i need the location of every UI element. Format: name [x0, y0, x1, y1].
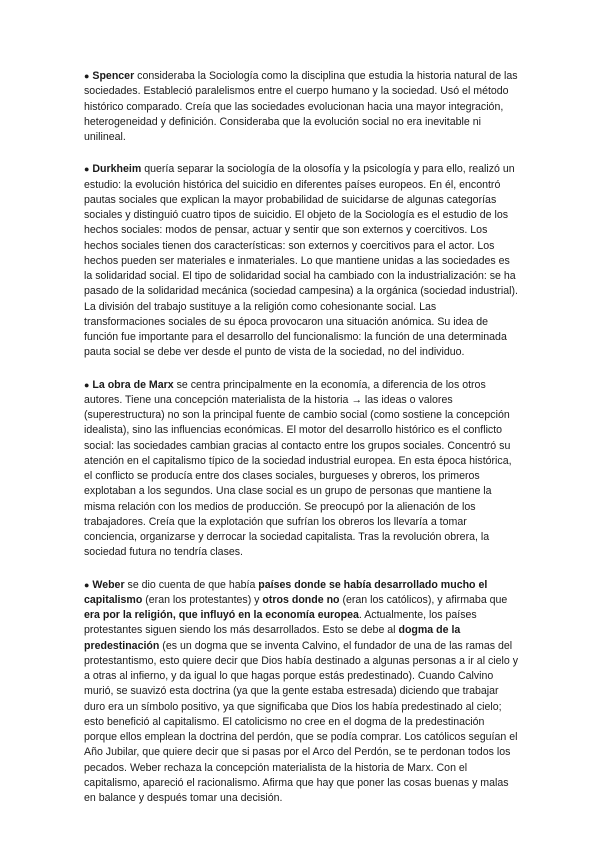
text-line	[84, 608, 530, 623]
term-weber: Weber	[92, 578, 125, 591]
text-span: consideraba la Sociología como la disciplina que estudia la historia natural de las	[134, 70, 518, 82]
text-line: idealista), sino las influencias económicas. El motor del desarrollo histórico es el conflicto	[84, 424, 503, 437]
text-span: se centra principalmente en la economía, a diferencia de los otros	[173, 378, 486, 391]
text-line: misma relación con los medios de producción. Se preocupó por la alienación de los	[84, 500, 476, 513]
text-line: atención en el capitalismo típico de la sociedad industrial europea. En esta época histórica,	[84, 454, 512, 467]
text-line: pecados. Weber rechaza la concepción materialista de la historia de Marx. Con el	[84, 761, 468, 774]
text-line: la solidaridad social. El tipo de solidaridad social ha cambiado con la industrialización: se ha	[84, 270, 516, 282]
text-line	[84, 578, 530, 593]
text-line: a otras al infierno, y da igual lo que hagas porque estás predestinado). Cuando Calvino	[84, 670, 494, 682]
emphasis-text: países donde se había desarrollado mucho el	[258, 578, 488, 591]
text-span: . Actualmente, los países	[358, 609, 477, 621]
text-line: hechos sociales: modos de pensar, actuar y sentir que son externos y coercitivos. Los	[84, 224, 488, 237]
text-line: estudio: la evolución histórica del suicidio en diferentes países europeos. En él, encontró	[84, 178, 501, 191]
text-line: pautas sociales que explican la mayor probabilidad de suicidarse de algunas categorías	[84, 193, 497, 206]
text-line: social: las sociedades cambian gracias al contacto entre los grupos sociales. Concentró su	[84, 439, 511, 452]
bullet-icon: ●	[84, 579, 90, 590]
text-line: esto benefició al capitalismo. El catolicismo no cree en el dogma de la predestinación	[84, 715, 485, 728]
bullet-icon: ●	[84, 379, 90, 390]
term-marx: La obra de Marx	[92, 378, 174, 391]
text-line: histórico comparado. Creía que las sociedades evolucionan hacia una mayor integración,	[84, 100, 504, 113]
bullet-icon: ●	[84, 164, 90, 175]
text-line: La división del trabajo sustituye a la religión como cohesionante social. Las	[84, 300, 437, 313]
text-line: autores. Tiene una concepción materialista de la historia → las ideas o valores	[84, 393, 453, 406]
text-line	[84, 378, 530, 393]
text-line: explotaban a los segundos. Una clase social es un grupo de personas que mantiene la	[84, 485, 492, 498]
text-line: conciencia, organizarse y derrocar la sociedad capitalista. Tras la revolución obrera, la	[84, 531, 490, 543]
text-span: (es un dogma que se inventa Calvino, el fundador de una de las ramas del	[159, 639, 513, 652]
text-line: protestantismo, esto quiere decir que Dios había destinado a algunas personas a ir al cielo y	[84, 654, 519, 667]
text-line: hechos pueden ser materiales e inmateriales. Lo que mantiene unidas a las sociedades es	[84, 254, 510, 267]
text-line	[84, 162, 530, 177]
text-line: trabajadores. Creía que la explotación que sufrían los obreros los llevaría a tomar	[84, 515, 467, 528]
bullet-icon: ●	[84, 71, 90, 81]
term-spencer: Spencer	[92, 70, 135, 82]
emphasis-text: capitalismo	[84, 593, 143, 606]
text-span: protestantes siguen siendo los más desarrollados. Esto se debe al	[84, 624, 399, 637]
text-line: (superestructura) no son la principal fuente de cambio social (como sostiene la concepción	[84, 409, 510, 421]
text-line: murió, se suavizó esta doctrina (ya que la gente estaba estresada) diciendo que trabajar	[84, 685, 499, 698]
term-durkheim: Durkheim	[92, 163, 142, 176]
text-line: porque ellos emplean la doctrina del perdón, que se podía comprar. Los católicos seguían el	[84, 731, 518, 743]
text-line	[84, 593, 530, 608]
text-line: pasado de la solidaridad mecánica (sociedad campesina) a la orgánica (sociedad industrial).	[84, 285, 519, 298]
text-line: heterogeneidad y definición. Consideraba que la evolución social no era inevitable ni	[84, 115, 481, 128]
text-line: sociedad futura no tendría clases.	[84, 546, 244, 559]
text-span: (eran los católicos), y afirmaba que	[339, 593, 508, 606]
text-line	[84, 69, 530, 84]
text-line: pauta social se debe ver desde el punto de vista de la sociedad, no del individuo.	[84, 346, 465, 359]
text-line	[84, 623, 530, 638]
text-line: función fue importante para el desarrollo del funcionalismo: la función de una determinada	[84, 331, 507, 343]
text-line: el conflicto se producía entre dos clases sociales, burgueses y obreros, los primeros	[84, 470, 480, 482]
text-line: en balance y después tomar una decisión.	[84, 792, 283, 804]
paragraph-weber	[84, 578, 530, 807]
text-line: transformaciones sociales de su época provocaron una situación anómica. Su idea de	[84, 315, 488, 328]
emphasis-text: otros donde no	[262, 593, 340, 606]
text-line	[84, 639, 530, 654]
text-line: capitalismo, apareció el racionalismo. Afirma que hay que poner las cosas buenas y malas	[84, 776, 509, 789]
text-line: unilineal.	[84, 131, 126, 143]
text-line: sociales y distinguió cuatro tipos de suicidio. El objeto de la Sociología es el estudio de los	[84, 209, 509, 221]
text-span: (eran los protestantes) y	[142, 593, 263, 606]
text-line: duro era un símbolo positivo, ya que significaba que Dios los había predestinado al cielo;	[84, 700, 502, 713]
paragraph-spencer	[84, 69, 530, 145]
text-span: se dio cuenta de que había	[124, 578, 259, 591]
text-line: hechos sociales tienen dos características: son externos y coercitivos para el actor. Los	[84, 239, 495, 252]
text-line: Año Jubilar, que quiere decir que si pasas por el Arco del Perdón, se te perdonan todos los	[84, 746, 511, 759]
paragraph-marx	[84, 378, 530, 561]
paragraph-durkheim	[84, 162, 530, 360]
text-span: quería separar la sociología de la olosofía y la psicología y para ello, realizó un	[141, 163, 515, 176]
emphasis-text: era por la religión, que influyó en la economía europea	[84, 609, 359, 621]
emphasis-text: dogma de la	[398, 624, 461, 637]
emphasis-text: predestinación	[84, 639, 160, 652]
document-body	[84, 69, 530, 823]
text-line: sociedades. Estableció paralelismos entre el cuerpo humano y la sociedad. Usó el método	[84, 85, 509, 98]
